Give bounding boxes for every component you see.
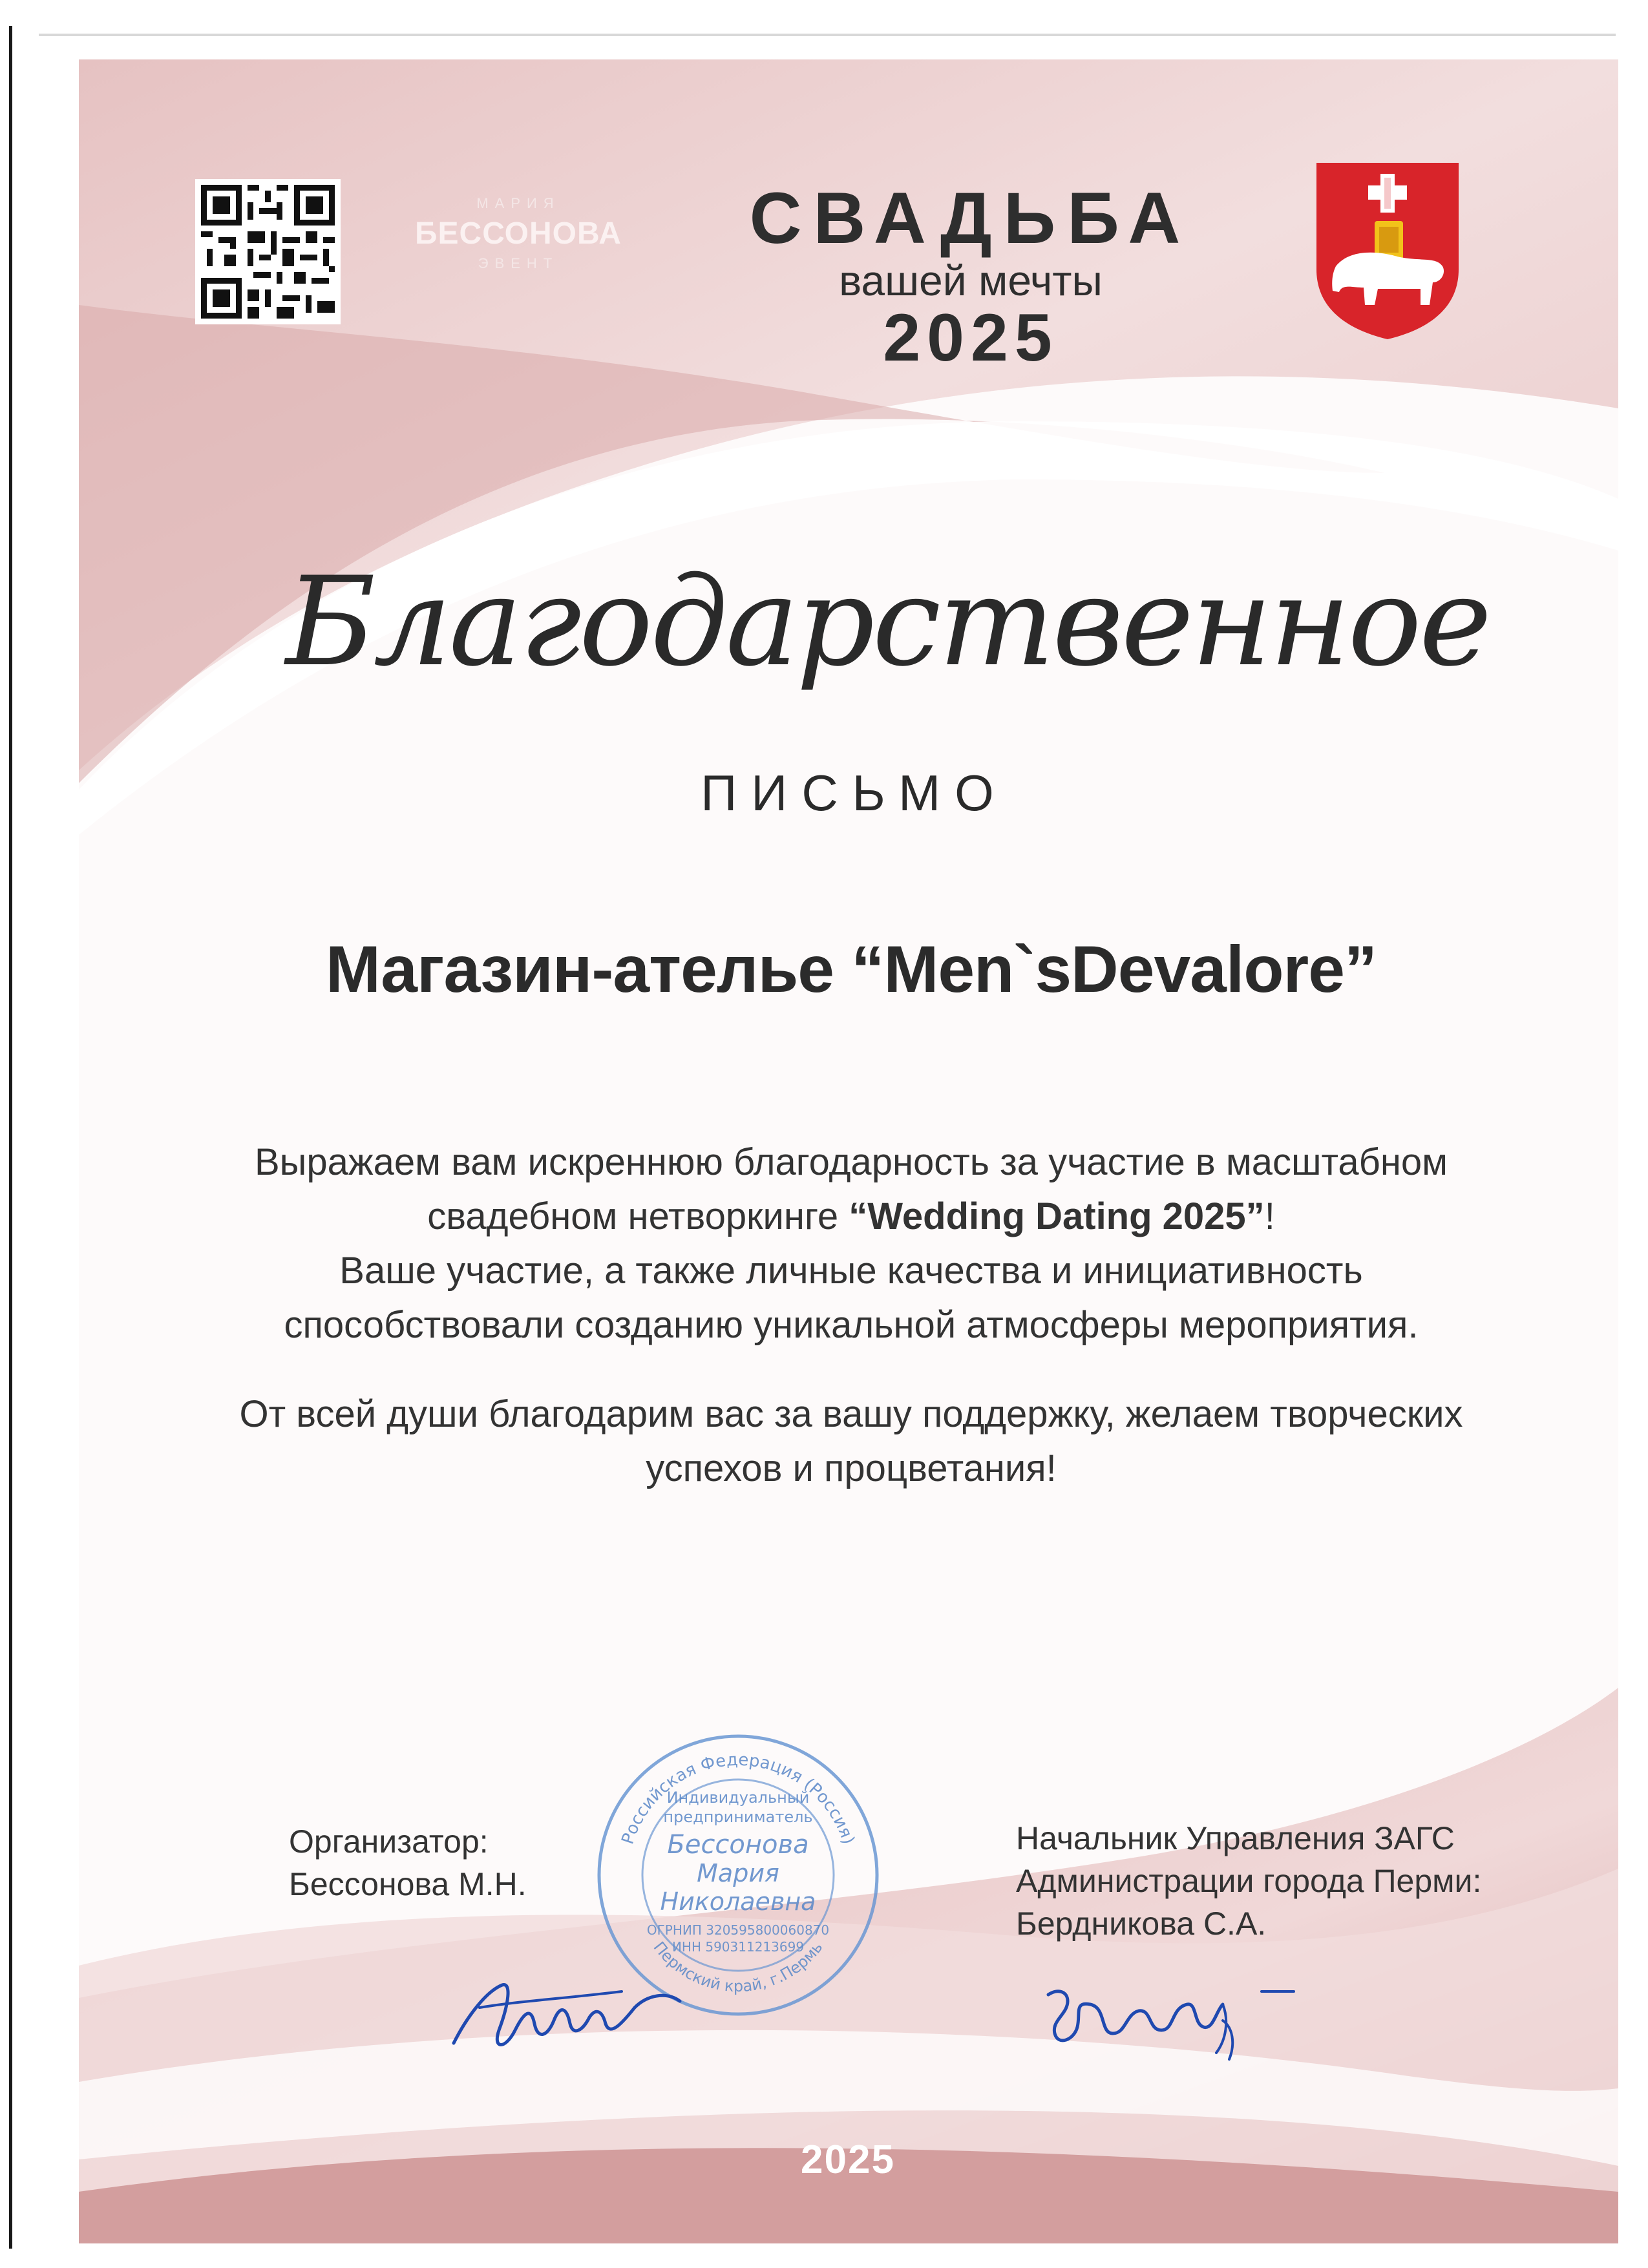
stamp-line-5: Николаевна bbox=[660, 1887, 816, 1916]
qr-code[interactable] bbox=[195, 179, 341, 324]
body-line-2-text: свадебном нетворкинге bbox=[427, 1195, 849, 1237]
stamp-line-7: ИНН 590311213699 bbox=[671, 1939, 805, 1955]
zags-role-line-2: Администрации города Перми: bbox=[1016, 1863, 1482, 1899]
zags-signatory bbox=[1016, 1817, 1481, 1945]
event-title-line1: СВАДЬБА bbox=[749, 178, 1192, 258]
organizer-role: Организатор: bbox=[289, 1823, 489, 1860]
stamp-line-4: Мария bbox=[697, 1859, 779, 1887]
stamp-line-2: предприниматель bbox=[663, 1808, 813, 1826]
event-name-bold: “Wedding Dating 2025” bbox=[849, 1195, 1265, 1237]
perm-coat-of-arms-icon bbox=[1313, 160, 1462, 341]
certificate-page bbox=[79, 59, 1618, 2243]
body-line-3: Ваше участие, а также личные качества и инициативность bbox=[339, 1250, 1363, 1292]
organizer-signatory bbox=[289, 1820, 527, 1906]
organizer-name: Бессонова М.Н. bbox=[289, 1866, 527, 1902]
zags-role-line-1: Начальник Управления ЗАГС bbox=[1016, 1820, 1455, 1856]
body-line-2-exclamation: ! bbox=[1264, 1195, 1275, 1237]
qr-code-image bbox=[195, 179, 341, 324]
organizer-signature bbox=[441, 1946, 725, 2075]
footer-year: 2025 bbox=[801, 2137, 895, 2182]
body-paragraph-1 bbox=[156, 1135, 1546, 1352]
bessonova-event-logo bbox=[399, 195, 638, 311]
stamp-line-6: ОГРНИП 320595800060870 bbox=[646, 1922, 830, 1938]
stamp-line-1: Индивидуальный bbox=[666, 1789, 810, 1807]
zags-name: Бердникова С.А. bbox=[1016, 1906, 1267, 1942]
closing-line-1: От всей души благодарим вас за вашу поддержку, желаем творческих bbox=[239, 1393, 1463, 1435]
stamp-ring-bottom-text: Пермский край, г.Пермь bbox=[650, 1938, 827, 1996]
stamp-line-3: Бессонова bbox=[667, 1830, 809, 1860]
recipient-name: Магазин-ателье “Men`sDevalore” bbox=[326, 932, 1377, 1006]
script-title: Благодарственное bbox=[286, 551, 1490, 693]
event-title bbox=[648, 178, 1294, 376]
body-line-1: Выражаем вам искреннюю благодарность за участие в масштабном bbox=[254, 1141, 1448, 1183]
logo-bottom-text: ЭВЕНТ bbox=[478, 255, 559, 271]
scan-edge-top bbox=[39, 34, 1616, 36]
closing-line-2: успехов и процветания! bbox=[646, 1447, 1057, 1489]
event-title-line2: вашей мечты bbox=[839, 257, 1103, 304]
zags-signature bbox=[1029, 1956, 1339, 2085]
body-line-2 bbox=[156, 1190, 1546, 1244]
body-line-4: способствовали созданию уникальной атмосферы мероприятия. bbox=[284, 1304, 1419, 1346]
letter-title: ПИСЬМО bbox=[701, 764, 1008, 821]
logo-name-text: БЕССОНОВА bbox=[415, 216, 622, 251]
logo-top-text: МАРИЯ bbox=[476, 195, 560, 211]
scan-edge-left bbox=[9, 26, 12, 2249]
event-title-year: 2025 bbox=[883, 300, 1059, 376]
body-paragraph-2 bbox=[156, 1387, 1546, 1496]
stamp-ring-top-text: Российская Федерация (Россия) bbox=[618, 1750, 858, 1847]
